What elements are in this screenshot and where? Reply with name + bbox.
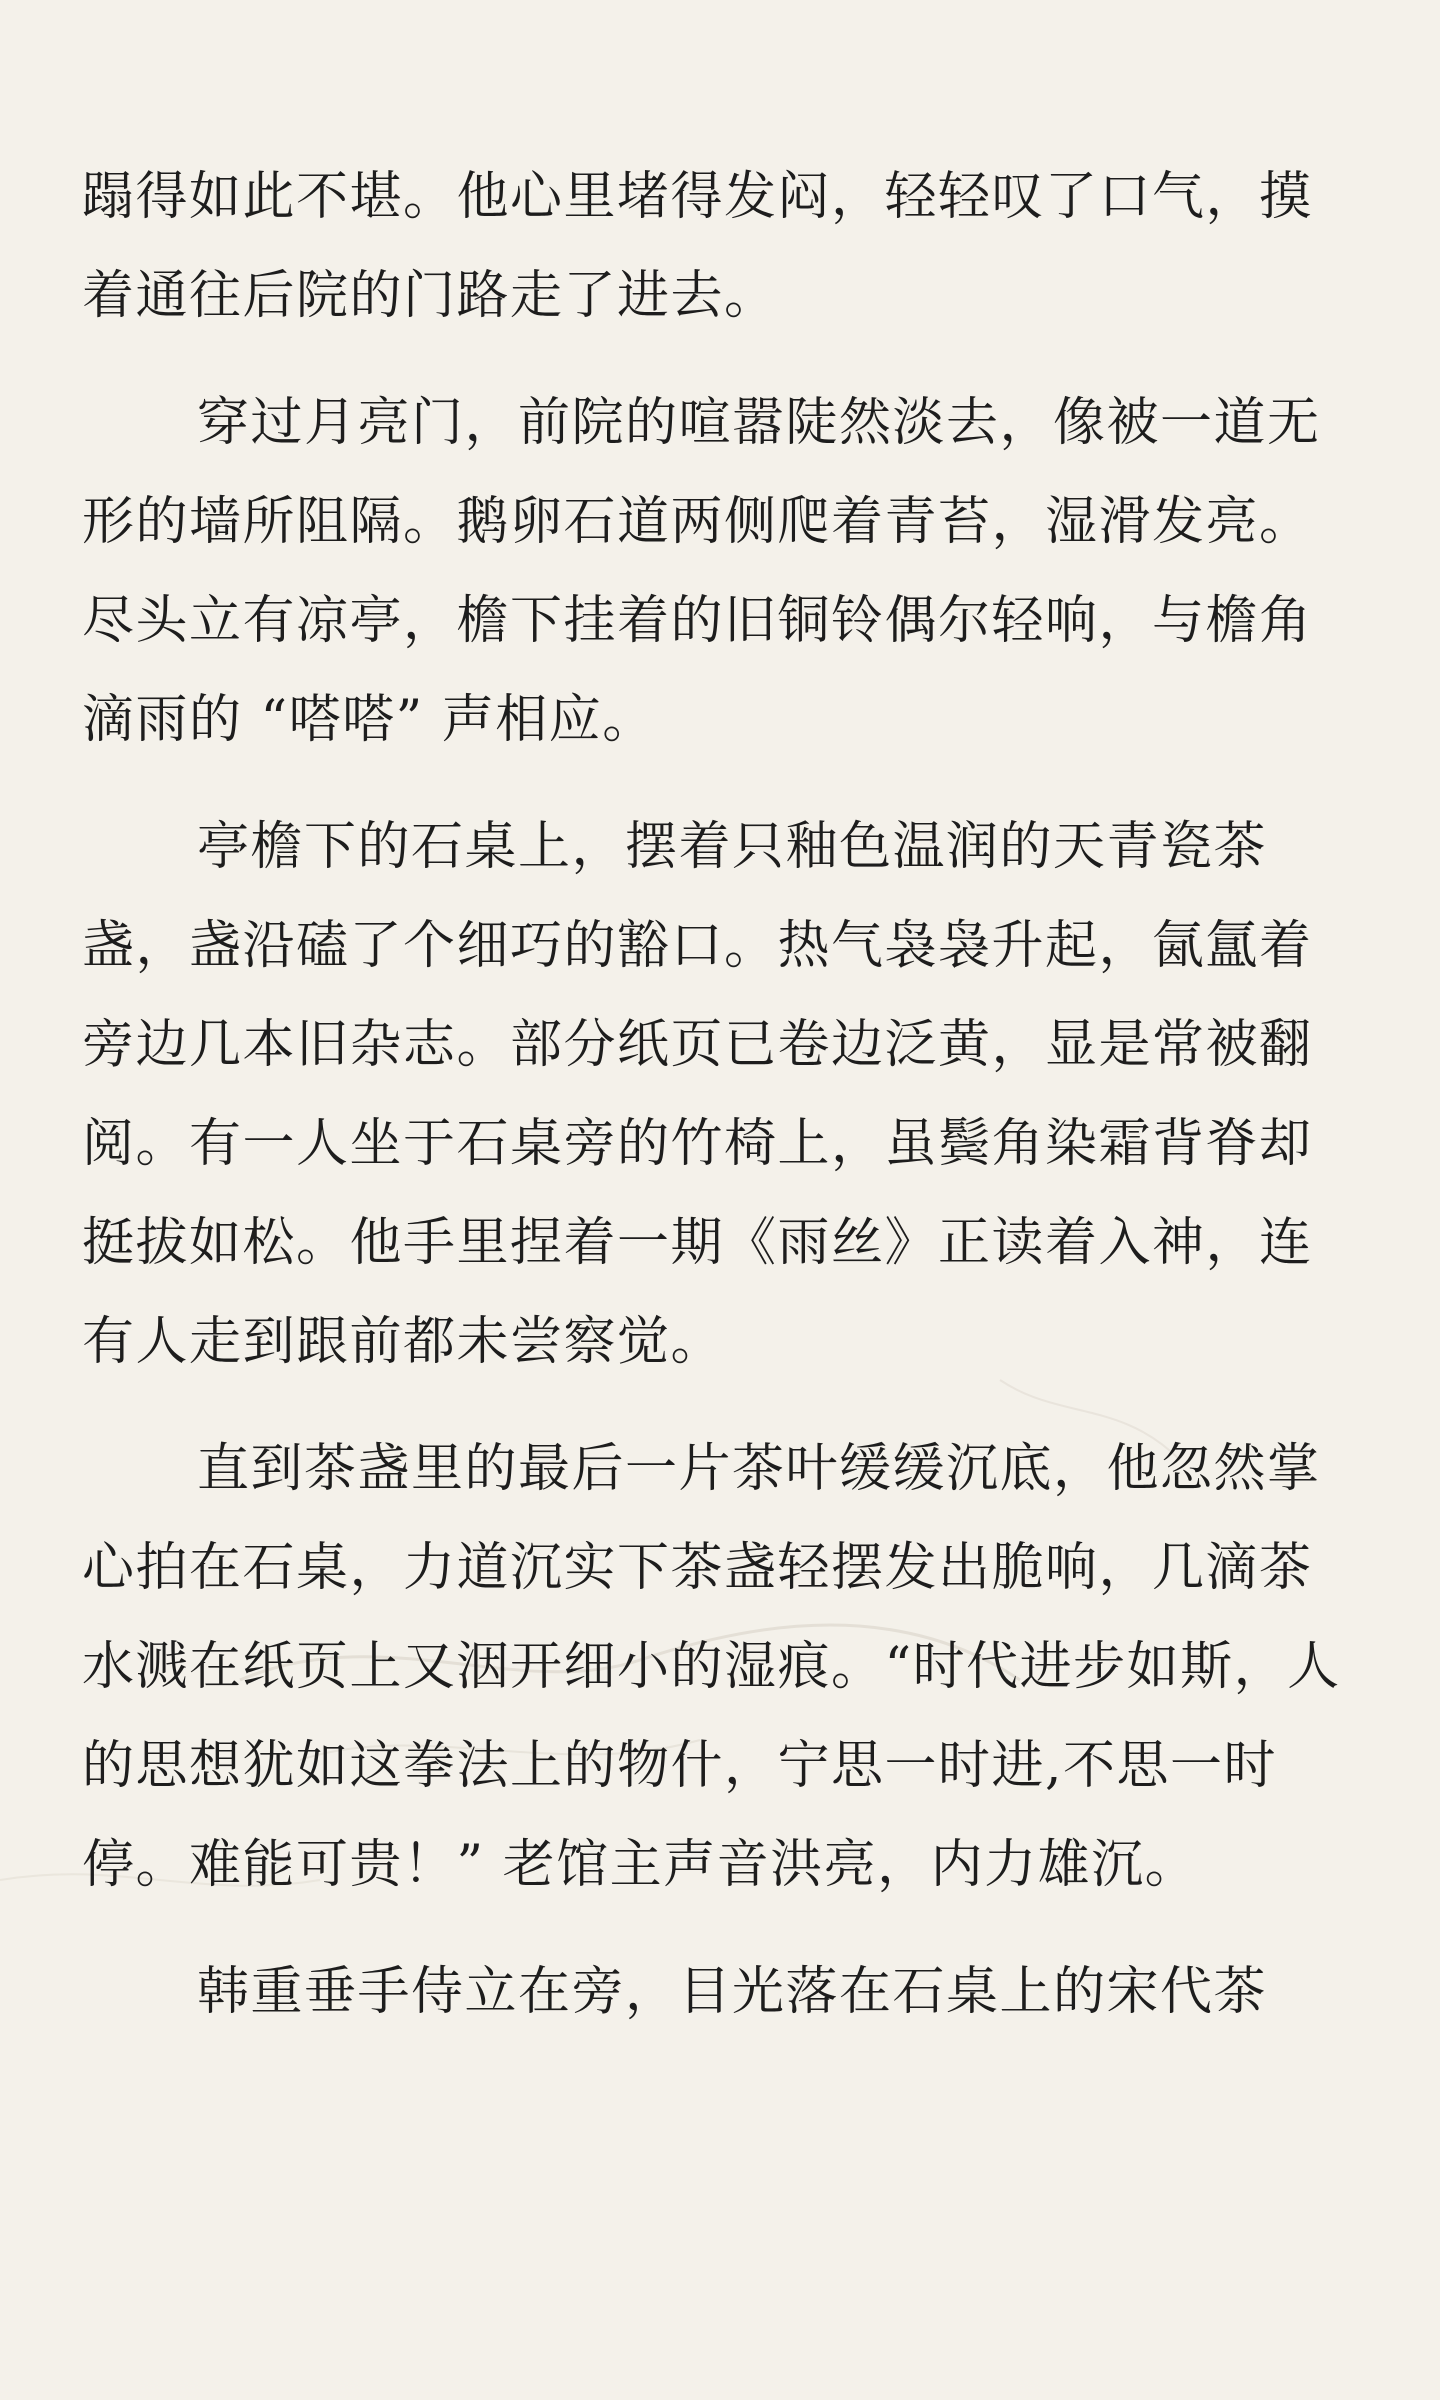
article-body	[82, 148, 1362, 2070]
paragraph-5: 韩重垂手侍立在旁，目光落在石桌上的宋代茶	[197, 1962, 1268, 2022]
paragraph-2: 穿过月亮门，前院的喧嚣陡然淡去，像被一道无形的墙所阻隔。鹅卵石道两侧爬着青苔，湿滑发亮。尽头立有凉亭，檐下挂着的旧铜铃偶尔轻响，与檐角滴雨的 “嗒嗒” 声相应。	[82, 393, 1321, 750]
paragraph-4: 直到茶盏里的最后一片茶叶缓缓沉底，他忽然掌心拍在石桌，力道沉实下茶盏轻摆发出脆响，几滴茶水溅在纸页上又洇开细小的湿痕。“时代进步如斯，人的思想犹如这拳法上的物什，宁思一时进,不思一时停。难能可贵！” 老馆主声音洪亮，内力雄沉。	[82, 1439, 1341, 1895]
paragraph-1: 蹋得如此不堪。他心里堵得发闷，轻轻叹了口气，摸着通往后院的门路走了进去。	[82, 167, 1313, 326]
paragraph-3: 亭檐下的石桌上，摆着只釉色温润的天青瓷茶盏，盏沿磕了个细巧的豁口。热气袅袅升起，氤氲着旁边几本旧杂志。部分纸页已卷边泛黄，显是常被翻阅。有一人坐于石桌旁的竹椅上，虽鬓角染霜背脊却挺拔如松。他手里捏着一期《雨丝》正读着入神，连有人走到跟前都未尝察觉。	[82, 817, 1313, 1372]
